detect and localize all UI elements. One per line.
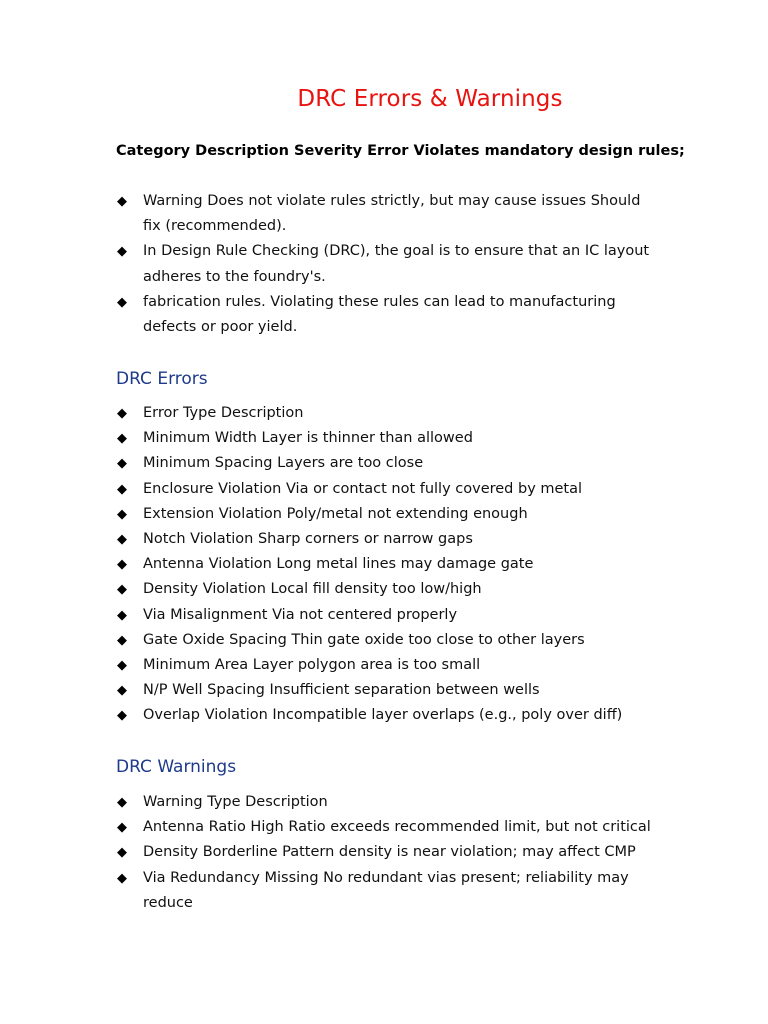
drc-errors-heading: DRC Errors bbox=[116, 369, 208, 389]
diamond-bullet-icon: ◆ bbox=[117, 582, 127, 598]
list-item-text: Antenna Ratio High Ratio exceeds recommended limit, but not critical bbox=[143, 819, 651, 836]
diamond-bullet-icon: ◆ bbox=[117, 632, 127, 648]
list-item-text: Density Violation Local fill density too low/high bbox=[143, 581, 482, 598]
diamond-bullet-icon: ◆ bbox=[117, 244, 127, 260]
list-item-text: In Design Rule Checking (DRC), the goal is to ensure that an IC layout adheres to the foundry's. bbox=[143, 243, 650, 285]
list-item bbox=[116, 603, 656, 628]
list-item bbox=[116, 239, 656, 289]
diamond-bullet-icon: ◆ bbox=[117, 194, 127, 209]
list-item-text: Notch Violation Sharp corners or narrow gaps bbox=[143, 531, 473, 548]
list-item bbox=[116, 577, 656, 602]
list-item-text: Error Type Description bbox=[143, 405, 304, 421]
diamond-bullet-icon: ◆ bbox=[117, 708, 127, 724]
diamond-bullet-icon: ◆ bbox=[117, 506, 127, 522]
list-item bbox=[116, 703, 656, 728]
diamond-bullet-icon: ◆ bbox=[117, 557, 127, 573]
list-item-text: Extension Violation Poly/metal not extending enough bbox=[143, 505, 528, 522]
diamond-bullet-icon: ◆ bbox=[117, 820, 127, 836]
list-item bbox=[116, 451, 656, 476]
list-item-text: Warning Type Description bbox=[143, 794, 328, 810]
list-item bbox=[116, 426, 656, 451]
list-item bbox=[116, 552, 656, 577]
list-item bbox=[116, 189, 656, 239]
list-item-text: fabrication rules. Violating these rules can lead to manufacturing defects or poor yield. bbox=[143, 293, 616, 336]
drc-warnings-list bbox=[116, 790, 656, 916]
list-item-text: Gate Oxide Spacing Thin gate oxide too close to other layers bbox=[143, 631, 585, 648]
list-item-text: Enclosure Violation Via or contact not fully covered by metal bbox=[143, 480, 583, 497]
list-item bbox=[116, 502, 656, 527]
list-item-text: Antenna Violation Long metal lines may damage gate bbox=[143, 556, 534, 573]
list-item-text: Minimum Spacing Layers are too close bbox=[143, 455, 424, 472]
diamond-bullet-icon: ◆ bbox=[117, 532, 127, 548]
list-item bbox=[116, 290, 656, 340]
list-item bbox=[116, 628, 656, 653]
page-title: DRC Errors & Warnings bbox=[297, 86, 563, 112]
list-item-text: Via Redundancy Missing No redundant vias present; reliability may reduce bbox=[143, 869, 629, 911]
list-item bbox=[116, 653, 656, 678]
list-item-text: Minimum Area Layer polygon area is too small bbox=[143, 657, 481, 674]
list-item bbox=[116, 790, 656, 815]
list-item bbox=[116, 840, 656, 865]
list-item-text: Density Borderline Pattern density is near violation; may affect CMP bbox=[143, 844, 636, 861]
list-item-text: Warning Does not violate rules strictly, but may cause issues Should fix (recommended). bbox=[143, 193, 641, 235]
diamond-bullet-icon: ◆ bbox=[117, 456, 127, 472]
diamond-bullet-icon: ◆ bbox=[117, 431, 127, 447]
diamond-bullet-icon: ◆ bbox=[117, 845, 127, 861]
list-item bbox=[116, 678, 656, 703]
drc-warnings-heading: DRC Warnings bbox=[116, 757, 237, 777]
diamond-bullet-icon: ◆ bbox=[117, 658, 127, 674]
list-item bbox=[116, 866, 656, 916]
list-item bbox=[116, 815, 656, 840]
diamond-bullet-icon: ◆ bbox=[117, 795, 127, 810]
diamond-bullet-icon: ◆ bbox=[117, 481, 127, 497]
diamond-bullet-icon: ◆ bbox=[117, 607, 127, 623]
intro-bullet-list bbox=[116, 189, 656, 340]
diamond-bullet-icon: ◆ bbox=[117, 406, 127, 421]
list-item bbox=[116, 401, 656, 426]
drc-errors-list bbox=[116, 401, 656, 729]
list-item-text: Overlap Violation Incompatible layer overlaps (e.g., poly over diff) bbox=[143, 707, 623, 724]
diamond-bullet-icon: ◆ bbox=[117, 870, 127, 886]
diamond-bullet-icon: ◆ bbox=[117, 294, 127, 310]
category-header-line: Category Description Severity Error Violates mandatory design rules; bbox=[116, 143, 685, 159]
list-item-text: N/P Well Spacing Insufficient separation between wells bbox=[143, 682, 540, 699]
list-item-text: Via Misalignment Via not centered properly bbox=[143, 606, 458, 623]
list-item bbox=[116, 527, 656, 552]
list-item bbox=[116, 477, 656, 502]
diamond-bullet-icon: ◆ bbox=[117, 683, 127, 699]
list-item-text: Minimum Width Layer is thinner than allowed bbox=[143, 430, 473, 447]
